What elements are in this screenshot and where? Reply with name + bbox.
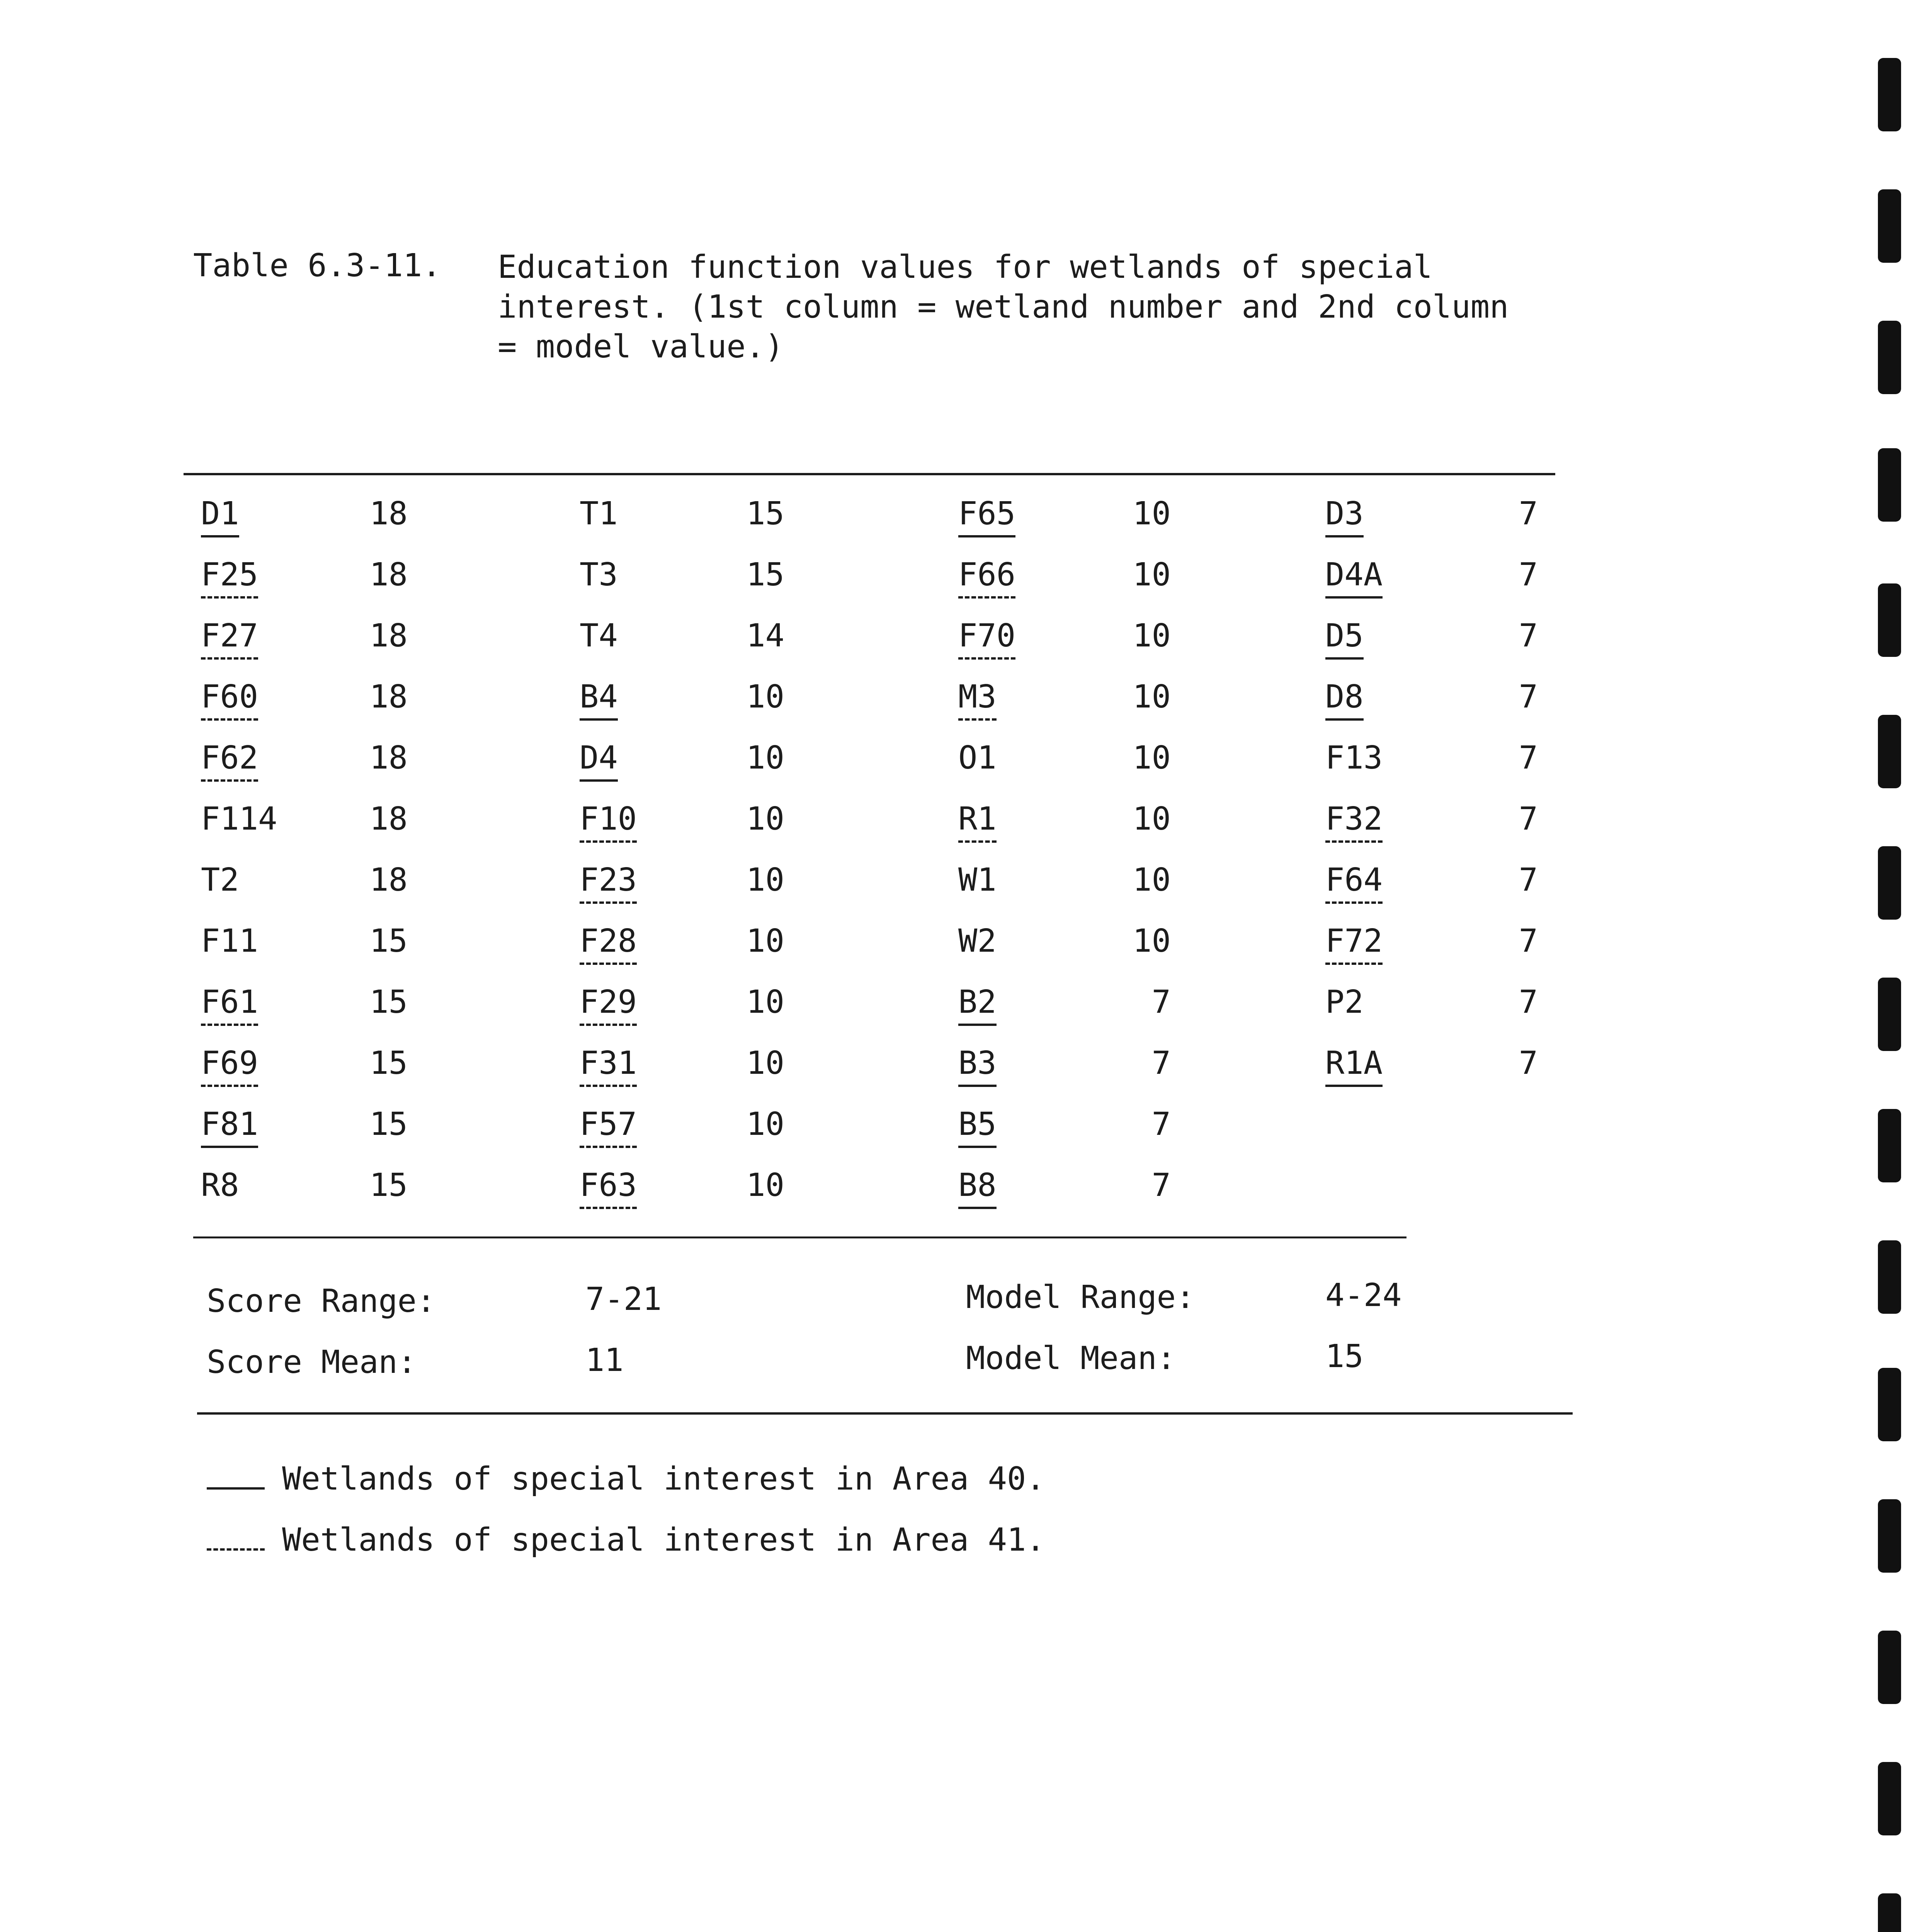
binder-hole-mark xyxy=(1878,978,1901,1051)
wetland-id: R1 xyxy=(958,802,997,843)
wetland-id: F32 xyxy=(1325,802,1383,843)
score-range-label: Score Range: xyxy=(207,1283,436,1320)
table-summary-rule xyxy=(193,1236,1406,1238)
table-bottom-rule xyxy=(197,1412,1573,1415)
wetland-id: F81 xyxy=(201,1107,258,1148)
wetland-id: B2 xyxy=(958,985,997,1026)
wetland-id: F27 xyxy=(201,619,258,660)
table-label: Table 6.3-11. xyxy=(193,247,441,284)
binder-hole-mark xyxy=(1878,1499,1901,1573)
solid-underline-marker xyxy=(207,1487,265,1490)
model-value: 10 xyxy=(746,740,784,776)
wetland-id: T1 xyxy=(580,495,618,532)
wetland-id: D4 xyxy=(580,741,618,782)
wetland-id: D4A xyxy=(1325,558,1383,599)
model-value: 7 xyxy=(1519,617,1538,654)
binder-hole-mark xyxy=(1878,846,1901,920)
wetland-id: F69 xyxy=(201,1046,258,1087)
model-value: 10 xyxy=(746,1045,784,1082)
model-value: 18 xyxy=(369,556,408,593)
wetland-id: B4 xyxy=(580,680,618,721)
wetland-id: B5 xyxy=(958,1107,997,1148)
wetland-id: F62 xyxy=(201,741,258,782)
wetland-id: D5 xyxy=(1325,619,1364,660)
binder-hole-mark xyxy=(1878,58,1901,131)
wetland-id: D1 xyxy=(201,497,239,537)
model-value: 18 xyxy=(369,679,408,715)
wetland-id: F25 xyxy=(201,558,258,599)
score-range-value: 7-21 xyxy=(585,1281,662,1318)
binder-hole-mark xyxy=(1878,1368,1901,1441)
wetland-id: R8 xyxy=(201,1167,239,1204)
model-value: 14 xyxy=(746,617,784,654)
model-value: 18 xyxy=(369,740,408,776)
wetland-id: F72 xyxy=(1325,924,1383,965)
model-mean-value: 15 xyxy=(1325,1338,1364,1375)
model-value: 10 xyxy=(746,923,784,959)
model-value: 15 xyxy=(369,1106,408,1143)
binder-hole-mark xyxy=(1878,1893,1901,1932)
model-value: 15 xyxy=(369,984,408,1020)
wetland-id: F66 xyxy=(958,558,1015,599)
model-value: 10 xyxy=(746,1167,784,1204)
legend-area-40 xyxy=(207,1461,1045,1497)
model-value: 7 xyxy=(1519,556,1538,593)
model-value: 10 xyxy=(746,862,784,898)
wetland-id: F10 xyxy=(580,802,637,843)
score-mean-value: 11 xyxy=(585,1342,624,1379)
wetland-id: F28 xyxy=(580,924,637,965)
wetland-id: D8 xyxy=(1325,680,1364,721)
model-value: 7 xyxy=(1519,923,1538,959)
model-value: 15 xyxy=(369,1167,408,1204)
model-value: 7 xyxy=(1519,1045,1538,1082)
model-value: 15 xyxy=(369,1045,408,1082)
model-value: 15 xyxy=(369,923,408,959)
binder-hole-mark xyxy=(1878,448,1901,522)
model-value: 10 xyxy=(1133,923,1171,959)
wetland-id: B3 xyxy=(958,1046,997,1087)
model-value: 10 xyxy=(1133,801,1171,837)
model-value: 10 xyxy=(1133,862,1171,898)
model-value: 18 xyxy=(369,495,408,532)
model-value: 10 xyxy=(746,984,784,1020)
model-value: 10 xyxy=(1133,740,1171,776)
model-range-value: 4-24 xyxy=(1325,1277,1402,1314)
wetland-id: W2 xyxy=(958,923,997,959)
wetland-id: W1 xyxy=(958,862,997,898)
legend-area-40-text: Wetlands of special interest in Area 40. xyxy=(282,1461,1045,1497)
binder-hole-mark xyxy=(1878,1109,1901,1182)
binder-hole-mark xyxy=(1878,1762,1901,1835)
wetland-id: F114 xyxy=(201,801,277,837)
dashed-underline-marker xyxy=(207,1548,265,1551)
model-value: 18 xyxy=(369,801,408,837)
wetland-id: F65 xyxy=(958,497,1015,537)
model-value: 7 xyxy=(1519,740,1538,776)
binder-hole-mark xyxy=(1878,715,1901,788)
score-mean-label: Score Mean: xyxy=(207,1344,417,1381)
model-value: 7 xyxy=(1519,984,1538,1020)
wetland-id: F23 xyxy=(580,863,637,904)
model-value: 10 xyxy=(746,679,784,715)
wetland-id: B8 xyxy=(958,1168,997,1209)
model-value: 10 xyxy=(1133,617,1171,654)
model-value: 10 xyxy=(1133,495,1171,532)
model-value: 15 xyxy=(746,556,784,593)
wetland-id: T3 xyxy=(580,556,618,593)
wetland-id: T4 xyxy=(580,617,618,654)
wetland-id: P2 xyxy=(1325,984,1364,1020)
binder-hole-mark xyxy=(1878,1631,1901,1704)
wetland-id: F31 xyxy=(580,1046,637,1087)
model-value: 7 xyxy=(1519,495,1538,532)
model-value: 10 xyxy=(746,1106,784,1143)
model-range-label: Model Range: xyxy=(966,1279,1195,1316)
model-value: 18 xyxy=(369,617,408,654)
model-value: 7 xyxy=(1519,801,1538,837)
table-top-rule xyxy=(184,473,1555,475)
wetland-id: R1A xyxy=(1325,1046,1383,1087)
model-value: 10 xyxy=(746,801,784,837)
wetland-id: F61 xyxy=(201,985,258,1026)
legend-area-41 xyxy=(207,1522,1045,1558)
wetland-id: O1 xyxy=(958,740,997,776)
model-value: 7 xyxy=(1519,679,1538,715)
wetland-id: T2 xyxy=(201,862,239,898)
wetland-id: F29 xyxy=(580,985,637,1026)
wetland-id: M3 xyxy=(958,680,997,721)
wetland-id: F57 xyxy=(580,1107,637,1148)
model-value: 15 xyxy=(746,495,784,532)
wetland-id: F63 xyxy=(580,1168,637,1209)
model-value: 10 xyxy=(1133,556,1171,593)
model-value: 18 xyxy=(369,862,408,898)
model-value: 7 xyxy=(1151,984,1171,1020)
model-value: 10 xyxy=(1133,679,1171,715)
model-mean-label: Model Mean: xyxy=(966,1340,1176,1377)
binder-hole-mark xyxy=(1878,1240,1901,1314)
model-value: 7 xyxy=(1519,862,1538,898)
model-value: 7 xyxy=(1151,1167,1171,1204)
model-value: 7 xyxy=(1151,1106,1171,1143)
wetland-id: F64 xyxy=(1325,863,1383,904)
binder-hole-mark xyxy=(1878,583,1901,657)
wetland-id: F11 xyxy=(201,923,259,959)
table-caption: Education function values for wetlands of special interest. (1st column = wetland number and 2nd column = model value.) xyxy=(498,249,1509,365)
binder-hole-mark xyxy=(1878,189,1901,263)
model-value: 7 xyxy=(1151,1045,1171,1082)
wetland-id: D3 xyxy=(1325,497,1364,537)
wetland-id: F13 xyxy=(1325,740,1383,776)
binder-hole-mark xyxy=(1878,321,1901,394)
wetland-id: F70 xyxy=(958,619,1015,660)
wetland-id: F60 xyxy=(201,680,258,721)
legend-area-41-text: Wetlands of special interest in Area 41. xyxy=(282,1522,1045,1558)
